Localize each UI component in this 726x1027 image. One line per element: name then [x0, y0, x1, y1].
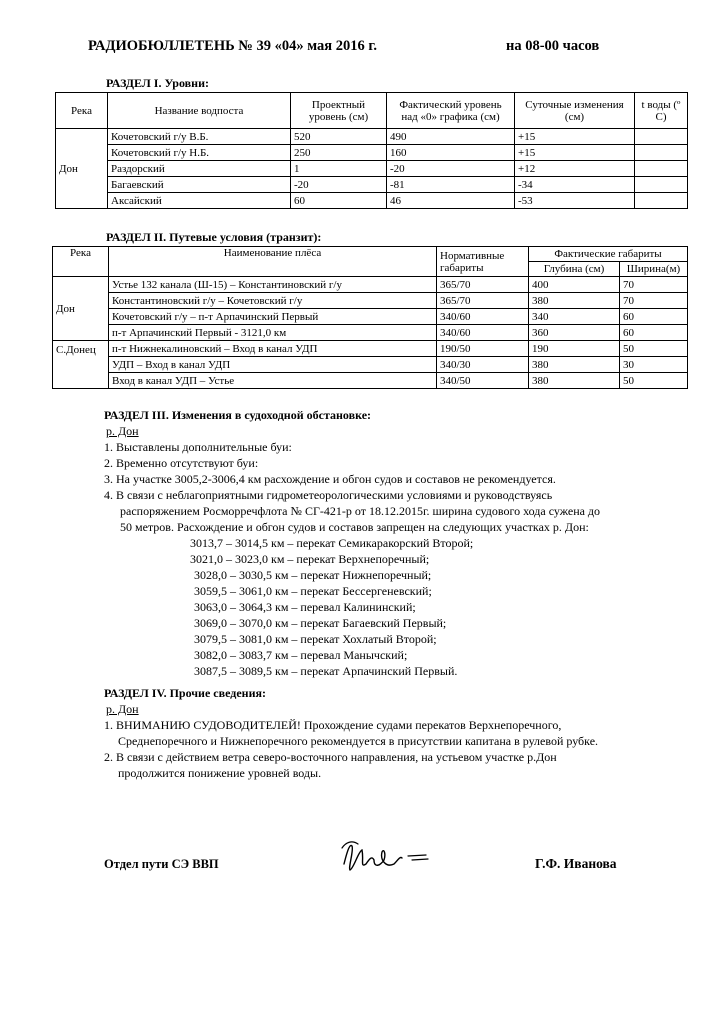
station-name: Кочетовский г/у В.Б. — [108, 129, 291, 145]
section4-river: р. Дон — [106, 702, 139, 716]
department-name: Отдел пути СЭ ВВП — [104, 857, 219, 871]
project-level: 60 — [291, 193, 387, 209]
section3-item: 2. Временно отсутствуют буи: — [104, 456, 259, 470]
section3-river: р. Дон — [106, 424, 139, 438]
river-seversky-donets: С.Донец — [53, 341, 109, 389]
table-row — [56, 129, 688, 145]
col-normative: Нормативные габариты — [437, 247, 529, 277]
depth: 380 — [529, 373, 620, 389]
station-name: Кочетовский г/у Н.Б. — [108, 145, 291, 161]
col-water-temp: t воды (º С) — [635, 93, 688, 129]
list-item: 3059,5 – 3061,0 км – перекат Бессергеневский; — [194, 584, 432, 598]
table-row — [56, 161, 688, 177]
water-temp — [635, 145, 688, 161]
depth: 190 — [529, 341, 620, 357]
section4-item: 1. ВНИМАНИЮ СУДОВОДИТЕЛЕЙ! Прохождение судами перекатов Верхнепоречного, — [104, 718, 562, 732]
list-item: 3087,5 – 3089,5 км – перекат Арпачинский Первый. — [194, 664, 458, 678]
project-level: 1 — [291, 161, 387, 177]
reach-name: Вход в канал УДП – Устье — [109, 373, 437, 389]
station-name: Багаевский — [108, 177, 291, 193]
col-station-name: Название водпоста — [108, 93, 291, 129]
project-level: 520 — [291, 129, 387, 145]
section2-title: РАЗДЕЛ II. Путевые условия (транзит): — [106, 230, 322, 244]
water-temp — [635, 129, 688, 145]
list-item: 3069,0 – 3070,0 км – перекат Багаевский Первый; — [194, 616, 447, 630]
col-river: Река — [53, 247, 109, 277]
daily-change: -53 — [515, 193, 635, 209]
actual-level: -20 — [387, 161, 515, 177]
river-don: Дон — [53, 277, 109, 341]
normative-dims: 340/60 — [437, 325, 529, 341]
normative-dims: 190/50 — [437, 341, 529, 357]
col-river: Река — [56, 93, 108, 129]
width: 60 — [620, 325, 688, 341]
list-item: 3082,0 – 3083,7 км – перевал Манычский; — [194, 648, 408, 662]
table-row — [56, 177, 688, 193]
signatory-name: Г.Ф. Иванова — [535, 856, 617, 871]
actual-level: 46 — [387, 193, 515, 209]
list-item: 3079,5 – 3081,0 км – перекат Хохлатый Второй; — [194, 632, 437, 646]
depth: 360 — [529, 325, 620, 341]
section3-title: РАЗДЕЛ III. Изменения в судоходной обстановке: — [104, 408, 372, 422]
water-temp — [635, 193, 688, 209]
actual-level: -81 — [387, 177, 515, 193]
water-temp — [635, 161, 688, 177]
water-temp — [635, 177, 688, 193]
signature-icon — [338, 838, 438, 878]
reach-name: п-т Нижнекалиновский – Вход в канал УДП — [109, 341, 437, 357]
section3-item: 1. Выставлены дополнительные буи: — [104, 440, 292, 454]
table-row — [56, 193, 688, 209]
route-table — [52, 246, 688, 389]
normative-dims: 340/60 — [437, 309, 529, 325]
col-project-level: Проектный уровень (см) — [291, 93, 387, 129]
list-item: 3028,0 – 3030,5 км – перекат Нижнепоречный; — [194, 568, 432, 582]
section4-item: продолжится понижение уровней воды. — [118, 766, 322, 780]
normative-dims: 365/70 — [437, 293, 529, 309]
col-depth: Глубина (см) — [529, 262, 620, 277]
reach-name: Кочетовский г/у – п-т Арпачинский Первый — [109, 309, 437, 325]
depth: 400 — [529, 277, 620, 293]
section4-title: РАЗДЕЛ IV. Прочие сведения: — [104, 686, 266, 700]
section4-item: Среднепоречного и Нижнепоречного рекомендуется в присутствии капитана в рулевой рубке. — [118, 734, 599, 748]
list-item: 3013,7 – 3014,5 км – перекат Семикаракорский Второй; — [190, 536, 474, 550]
reach-name: Константиновский г/у – Кочетовский г/у — [109, 293, 437, 309]
table-row — [53, 309, 688, 325]
section3-item: 4. В связи с неблагоприятными гидрометеорологическими условиями и руководствуясь — [104, 488, 553, 502]
width: 50 — [620, 341, 688, 357]
depth: 380 — [529, 293, 620, 309]
width: 60 — [620, 309, 688, 325]
daily-change: +15 — [515, 145, 635, 161]
table-row — [53, 373, 688, 389]
section3-item: 3. На участке 3005,2-3006,4 км расхождение и обгон судов и составов не рекомендуется. — [104, 472, 556, 486]
width: 70 — [620, 277, 688, 293]
daily-change: +15 — [515, 129, 635, 145]
bulletin-number-date: РАДИОБЮЛЛЕТЕНЬ № 39 «04» мая 2016 г. — [88, 38, 377, 54]
normative-dims: 340/30 — [437, 357, 529, 373]
project-level: 250 — [291, 145, 387, 161]
col-actual-level: Фактический уровень над «0» графика (см) — [387, 93, 515, 129]
bulletin-time: на 08-00 часов — [506, 38, 600, 54]
levels-header-row — [56, 93, 688, 129]
list-item: 3063,0 – 3064,3 км – перевал Калининский; — [194, 600, 416, 614]
table-row — [53, 325, 688, 341]
actual-level: 160 — [387, 145, 515, 161]
col-reach-name: Наименование плёса — [109, 247, 437, 277]
actual-level: 490 — [387, 129, 515, 145]
table-row — [56, 145, 688, 161]
table-row — [53, 357, 688, 373]
table-row — [53, 277, 688, 293]
section4-item: 2. В связи с действием ветра северо-восточного направления, на устьевом участке р.Дон — [104, 750, 557, 764]
reach-name: Устье 132 канала (Ш-15) – Константиновский г/у — [109, 277, 437, 293]
station-name: Раздорский — [108, 161, 291, 177]
depth: 340 — [529, 309, 620, 325]
depth: 380 — [529, 357, 620, 373]
section3-item: 50 метров. Расхождение и обгон судов и составов запрещен на следующих участках р. Дон: — [120, 520, 589, 534]
levels-table — [55, 92, 688, 209]
width: 30 — [620, 357, 688, 373]
station-name: Аксайский — [108, 193, 291, 209]
bulletin-title — [88, 38, 688, 55]
daily-change: -34 — [515, 177, 635, 193]
width: 70 — [620, 293, 688, 309]
col-width: Ширина(м) — [620, 262, 688, 277]
col-actual-dims: Фактические габариты — [529, 247, 688, 262]
list-item: 3021,0 – 3023,0 км – перекат Верхнепоречный; — [190, 552, 430, 566]
col-daily-change: Суточные изменения (см) — [515, 93, 635, 129]
table-row — [53, 293, 688, 309]
normative-dims: 340/50 — [437, 373, 529, 389]
section1-title: РАЗДЕЛ I. Уровни: — [106, 76, 209, 90]
width: 50 — [620, 373, 688, 389]
route-header-row — [53, 247, 688, 262]
table-row — [53, 341, 688, 357]
daily-change: +12 — [515, 161, 635, 177]
reach-name: п-т Арпачинский Первый - 3121,0 км — [109, 325, 437, 341]
river-don: Дон — [56, 129, 108, 209]
section3-item: распоряжением Росморречфлота № СГ-421-р от 18.12.2015г. ширина судового хода сужена до — [120, 504, 601, 518]
reach-name: УДП – Вход в канал УДП — [109, 357, 437, 373]
normative-dims: 365/70 — [437, 277, 529, 293]
project-level: -20 — [291, 177, 387, 193]
